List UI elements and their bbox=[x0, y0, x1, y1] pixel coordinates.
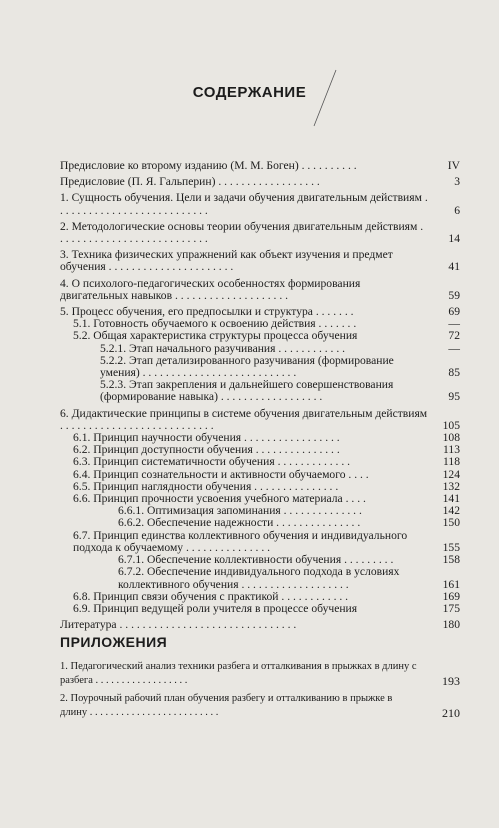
toc-entry bbox=[60, 330, 460, 342]
toc-entry bbox=[60, 408, 460, 432]
toc-entry-title: 6.4. Принцип сознательности и активности обучаемого . . . . bbox=[73, 467, 369, 481]
appendix-item bbox=[60, 692, 460, 720]
toc-entry bbox=[60, 517, 460, 529]
toc-entry-title: 5.2.1. Этап начального разучивания . . . . . . . . . . . . bbox=[100, 341, 346, 355]
toc-entry-title: 6.5. Принцип наглядности обучения . . . . . . . . . . . . . . . bbox=[73, 479, 339, 493]
toc-entry-page: 108 bbox=[442, 431, 460, 445]
toc-entry bbox=[60, 619, 460, 631]
toc-entry bbox=[60, 192, 460, 216]
toc-entry-page: 113 bbox=[443, 443, 460, 457]
toc-entry-title: 6.6.2. Обеспечение надежности . . . . . . . . . . . . . . . bbox=[118, 516, 361, 530]
appendix-page: 210 bbox=[442, 706, 460, 720]
toc-entry-title: 6.7.1. Обеспечение коллективности обучения . . . . . . . . . bbox=[118, 553, 394, 567]
toc-entry-title: 6.7. Принцип единства коллективного обучения и индивидуального подхода к обучаемому . . . . . . . . . . . . . . . bbox=[73, 528, 408, 554]
toc-entry-page: IV bbox=[447, 159, 460, 172]
appendix-page: 193 bbox=[442, 674, 460, 688]
toc-entry-title: 5. Процесс обучения, его предпосылки и структура . . . . . . . bbox=[60, 305, 354, 319]
table-of-contents bbox=[60, 160, 460, 631]
toc-entry-title: 6.2. Принцип доступности обучения . . . . . . . . . . . . . . . bbox=[73, 443, 340, 457]
toc-entry-title: 5.2.2. Этап детализированного разучивания (формирование умения) . . . . . . . . . . . . . . . . . . . . . . . . . . . bbox=[100, 353, 394, 380]
toc-entry bbox=[60, 355, 460, 379]
appendix-item bbox=[60, 660, 460, 688]
toc-entry-title: 6.1. Принцип научности обучения . . . . . . . . . . . . . . . . . bbox=[73, 431, 340, 445]
toc-entry-title: 6.8. Принцип связи обучения с практикой . . . . . . . . . . . . bbox=[73, 589, 349, 603]
toc-entry-title: 5.2.3. Этап закрепления и дальнейшего совершенствования (формирование навыка) . . . . . . . . . . . . . . . . . . bbox=[100, 378, 394, 404]
toc-entry bbox=[60, 379, 460, 403]
toc-entry-title: 2. Методологические основы теории обучения двигательным действиям . . . . . . . . . . . . . . . . . . . . . . . . . . . bbox=[60, 219, 424, 246]
toc-entry-page: 105 bbox=[442, 418, 460, 432]
toc-entry bbox=[60, 160, 460, 172]
toc-entry-page: 14 bbox=[448, 232, 460, 246]
toc-entry-page: 118 bbox=[443, 455, 460, 469]
toc-entry-page: 158 bbox=[442, 553, 460, 567]
toc-entry-title: Предисловие (П. Я. Гальперин) . . . . . . . . . . . . . . . . . . bbox=[60, 175, 320, 189]
toc-entry-page: 180 bbox=[442, 618, 460, 632]
toc-entry-page: 95 bbox=[448, 390, 460, 404]
toc-entry-page: 124 bbox=[442, 467, 460, 481]
toc-entry bbox=[60, 176, 460, 188]
toc-entry-page: 72 bbox=[448, 329, 460, 343]
toc-entry-title: 6.3. Принцип систематичности обучения . . . . . . . . . . . . . bbox=[73, 455, 351, 469]
toc-entry-title: Предисловие ко второму изданию (М. М. Боген) . . . . . . . . . . bbox=[60, 159, 357, 172]
toc-entry bbox=[60, 603, 460, 615]
toc-entry-page: 69 bbox=[448, 305, 460, 319]
toc-entry-page: 150 bbox=[442, 516, 460, 530]
toc-entry-page: 142 bbox=[442, 504, 460, 518]
toc-entry bbox=[60, 343, 460, 355]
toc-entry-title: 6.7.2. Обеспечение индивидуального подхода в условиях коллективного обучения . . . . . . . . . . . . . . . . . . . bbox=[118, 565, 400, 591]
toc-entry bbox=[60, 530, 460, 554]
toc-entry-title: 4. О психолого-педагогических особенностях формирования двигательных навыков . . . . . . . . . . . . . . . . . . . . bbox=[60, 276, 361, 302]
toc-entry-title: Литература . . . . . . . . . . . . . . . . . . . . . . . . . . . . . . . bbox=[60, 618, 297, 632]
toc-entry-page: 141 bbox=[442, 492, 460, 506]
appendix-text: 1. Педагогический анализ техники разбега и отталкивания в прыжках в длину с разбега . . . . . . . . . . . . . . . . . . bbox=[60, 661, 417, 686]
toc-entry-title: 1. Сущность обучения. Цели и задачи обучения двигательным действиям . . . . . . . . . . . . . . . . . . . . . . . . . . . bbox=[60, 191, 428, 217]
toc-entry-title: 6.9. Принцип ведущей роли учителя в процессе обучения bbox=[73, 601, 358, 615]
toc-entry-page: 85 bbox=[448, 366, 460, 380]
toc-entry-title: 6.6. Принцип прочности усвоения учебного материала . . . . bbox=[73, 492, 366, 506]
toc-entry bbox=[60, 456, 460, 468]
toc-entry-page: 161 bbox=[442, 577, 460, 591]
toc-entry bbox=[60, 566, 460, 590]
toc-entry-title: 6.6.1. Оптимизация запоминания . . . . . . . . . . . . . . bbox=[118, 504, 362, 518]
toc-entry-page: 155 bbox=[442, 540, 460, 554]
toc-entry-page: — bbox=[448, 341, 460, 355]
toc-entry-page: 3 bbox=[454, 175, 460, 189]
pencil-mark bbox=[306, 68, 346, 128]
toc-entry-page: 132 bbox=[442, 479, 460, 493]
toc-entry-page: 169 bbox=[442, 589, 460, 603]
appendix-text: 2. Поурочный рабочий план обучения разбегу и отталкиванию в прыжке в длину . . . . . . . . . . . . . . . . . . . . . . . . . bbox=[60, 693, 393, 718]
toc-entry-page: 59 bbox=[448, 288, 460, 302]
toc-entry-page: 41 bbox=[448, 260, 460, 274]
appendix-heading: ПРИЛОЖЕНИЯ bbox=[60, 634, 168, 650]
page-title: СОДЕРЖАНИЕ bbox=[192, 84, 307, 101]
toc-entry bbox=[60, 278, 460, 302]
toc-entry-title: 3. Техника физических упражнений как объект изучения и предмет обучения . . . . . . . . . . . . . . . . . . . . . . bbox=[60, 248, 393, 274]
toc-entry-page: 6 bbox=[454, 203, 460, 217]
toc-entry-page: — bbox=[448, 317, 460, 331]
toc-entry bbox=[60, 249, 460, 273]
toc-entry bbox=[60, 221, 460, 245]
toc-entry-title: 5.2. Общая характеристика структуры процесса обучения bbox=[73, 329, 358, 343]
toc-entry-page: 175 bbox=[442, 601, 460, 615]
toc-entry-title: 6. Дидактические принципы в системе обучения двигательным действиям . . . . . . . . . . . . . . . . . . . . . . . . . . . bbox=[60, 406, 428, 432]
toc-entry-title: 5.1. Готовность обучаемого к освоению действия . . . . . . . bbox=[73, 317, 357, 331]
